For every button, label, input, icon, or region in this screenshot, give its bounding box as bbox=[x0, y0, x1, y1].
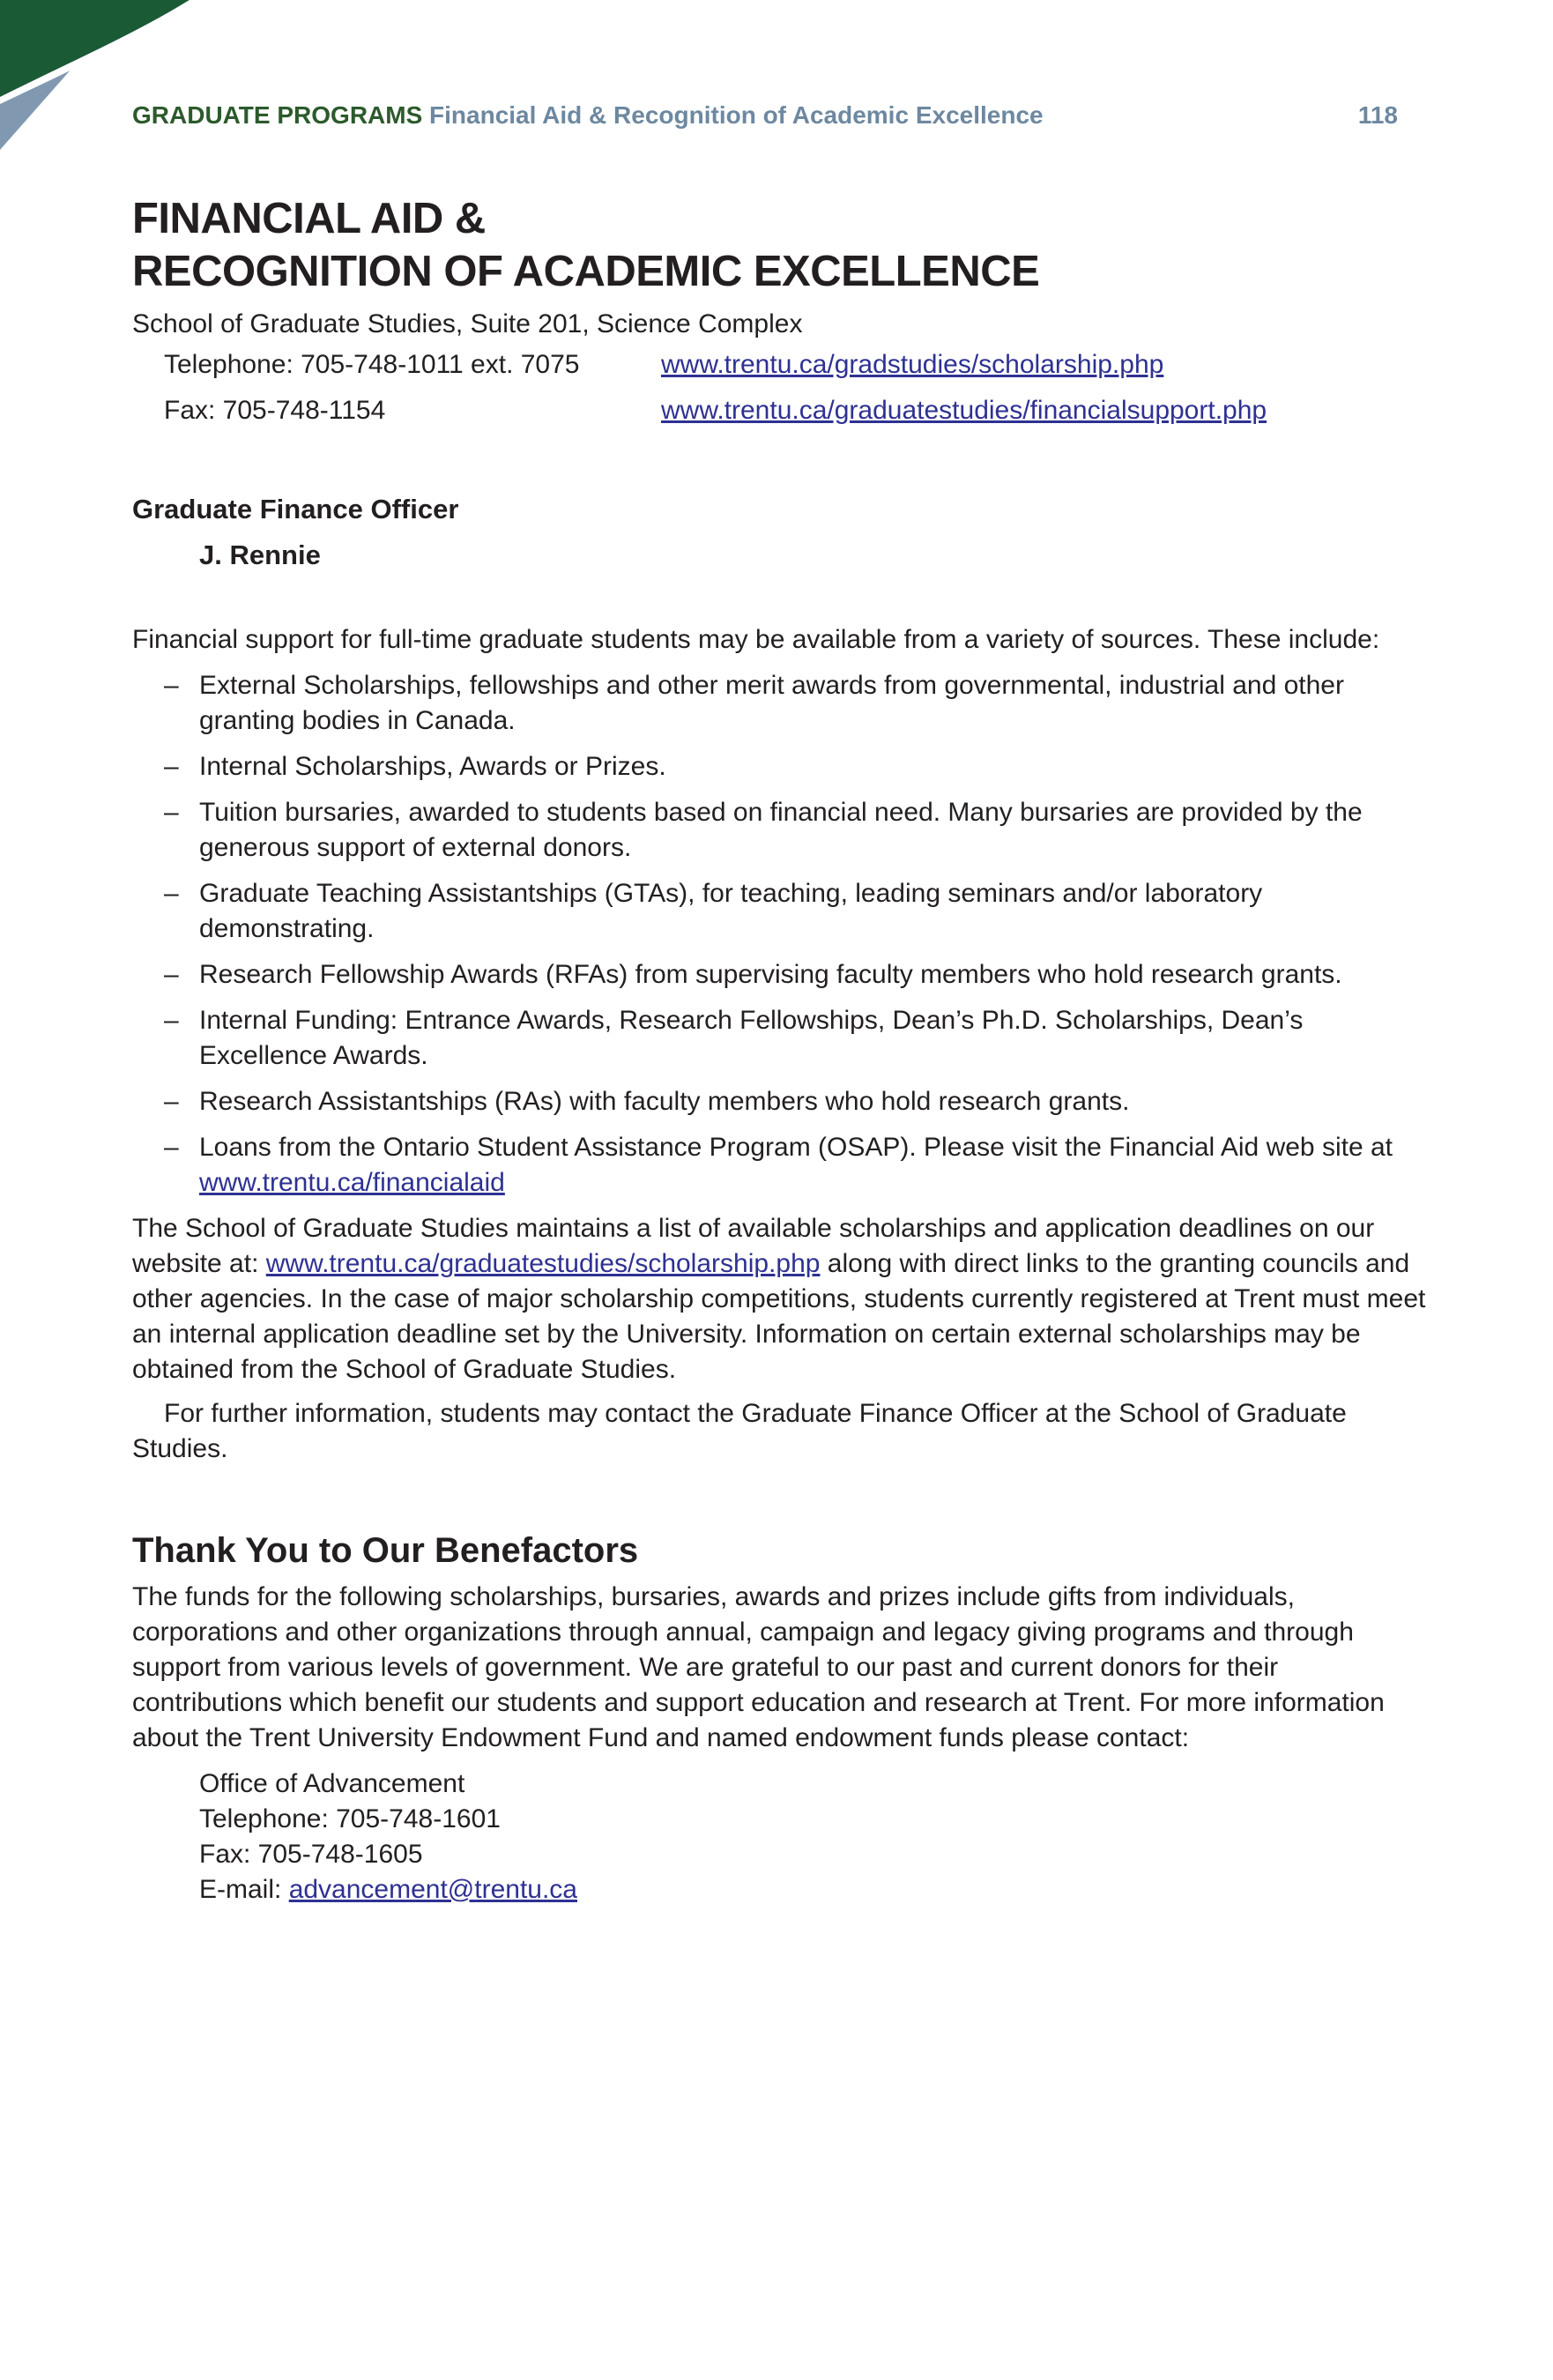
list-item-text: Research Assistantships (RAs) with faculty members who hold research grants. bbox=[199, 1087, 1130, 1116]
email-label: E-mail: bbox=[199, 1875, 289, 1904]
list-item bbox=[132, 1084, 1428, 1119]
funding-sources-list bbox=[132, 668, 1428, 1201]
running-head-section: GRADUATE PROGRAMS bbox=[132, 101, 423, 129]
officer-heading: Graduate Finance Officer bbox=[132, 494, 459, 524]
advancement-telephone: Telephone: 705-748-1601 bbox=[199, 1804, 501, 1833]
fax-text: Fax: 705-748-1154 bbox=[164, 396, 386, 425]
list-item bbox=[132, 957, 1428, 993]
list-dash: – bbox=[164, 671, 179, 700]
scholarship-list-text-before: The School of Graduate Studies maintains a list of available scholarships and application deadlines on our website at: bbox=[132, 1214, 1375, 1278]
advancement-email-link[interactable]: advancement@trentu.ca bbox=[288, 1875, 577, 1904]
list-dash: – bbox=[164, 1133, 179, 1162]
scholarship-list-text-after: along with direct links to the granting councils and other agencies. In the case of major scholarship competitions, students currently registered at Trent must meet an internal application deadline set by the University. Information on certain external scholarships may be obtained from the School of Graduate Studies. bbox=[132, 1249, 1426, 1384]
office-address: School of Graduate Studies, Suite 201, Science Complex bbox=[132, 309, 803, 338]
page-title-line-2: RECOGNITION OF ACADEMIC EXCELLENCE bbox=[132, 248, 1040, 295]
advancement-email-line bbox=[199, 1872, 1428, 1908]
list-dash: – bbox=[164, 960, 179, 989]
list-item-text: Internal Scholarships, Awards or Prizes. bbox=[199, 752, 666, 781]
list-item bbox=[132, 668, 1428, 739]
list-dash: – bbox=[164, 1087, 179, 1116]
financial-support-link[interactable]: www.trentu.ca/graduatestudies/financialsupport.php bbox=[661, 396, 1267, 425]
corner-decoration bbox=[0, 0, 229, 159]
advancement-contact bbox=[132, 1766, 1428, 1908]
running-head-title: Financial Aid & Recognition of Academic Excellence bbox=[429, 101, 1044, 129]
list-dash: – bbox=[164, 752, 179, 781]
financial-aid-link[interactable]: www.trentu.ca/financialaid bbox=[199, 1168, 505, 1197]
list-item bbox=[132, 749, 1428, 785]
officer-name: J. Rennie bbox=[199, 539, 321, 570]
intro-paragraph: Financial support for full-time graduate students may be available from a variety of sources. These include: bbox=[132, 625, 1380, 654]
list-dash: – bbox=[164, 879, 179, 908]
page-title bbox=[132, 192, 1428, 298]
telephone-text: Telephone: 705-748-1011 ext. 7075 bbox=[164, 350, 580, 379]
running-head bbox=[132, 100, 1398, 131]
list-item-text: Research Fellowship Awards (RFAs) from supervising faculty members who hold research grants. bbox=[199, 960, 1342, 989]
list-item-text: Internal Funding: Entrance Awards, Research Fellowships, Dean’s Ph.D. Scholarships, Dean’s Excellence Awards. bbox=[199, 1006, 1304, 1070]
list-item-text: External Scholarships, fellowships and other merit awards from governmental, industrial and other granting bodies in Canada. bbox=[199, 671, 1344, 735]
scholarship-link[interactable]: www.trentu.ca/gradstudies/scholarship.php bbox=[661, 350, 1164, 379]
list-item-loans bbox=[132, 1130, 1428, 1201]
list-item bbox=[132, 1003, 1428, 1074]
further-info-paragraph: For further information, students may contact the Graduate Finance Officer at the School of Graduate Studies. bbox=[132, 1399, 1347, 1463]
contact-row-telephone bbox=[132, 342, 1428, 388]
list-item bbox=[132, 795, 1428, 866]
page-title-line-1: FINANCIAL AID & bbox=[132, 195, 486, 242]
list-item-text: Graduate Teaching Assistantships (GTAs), for teaching, leading seminars and/or laboratory demonstrating. bbox=[199, 879, 1263, 943]
list-item-text: Tuition bursaries, awarded to students based on financial need. Many bursaries are provided by the generous support of external donors. bbox=[199, 798, 1363, 862]
page-number: 118 bbox=[1357, 101, 1398, 129]
benefactors-heading: Thank You to Our Benefactors bbox=[132, 1531, 639, 1570]
advancement-office: Office of Advancement bbox=[199, 1769, 465, 1798]
graduate-scholarship-link[interactable]: www.trentu.ca/graduatestudies/scholarship.php bbox=[265, 1249, 821, 1278]
benefactors-paragraph: The funds for the following scholarships, bursaries, awards and prizes include gifts from individuals, corporations and other organizations through annual, campaign and legacy giving programs and through support from various levels of government. We are grateful to our past and current donors for their contributions which benefit our students and support education and research at Trent. For more information about the Trent University Endowment Fund and named endowment funds please contact: bbox=[132, 1582, 1385, 1752]
contact-row-fax bbox=[132, 388, 1428, 434]
page-content bbox=[132, 192, 1428, 1908]
loans-text: Loans from the Ontario Student Assistance Program (OSAP). Please visit the Financial Aid web site at bbox=[199, 1133, 1393, 1162]
scholarship-list-paragraph bbox=[132, 1211, 1428, 1387]
list-dash: – bbox=[164, 1006, 179, 1035]
list-dash: – bbox=[164, 798, 179, 827]
advancement-fax: Fax: 705-748-1605 bbox=[199, 1840, 423, 1869]
list-item bbox=[132, 876, 1428, 947]
